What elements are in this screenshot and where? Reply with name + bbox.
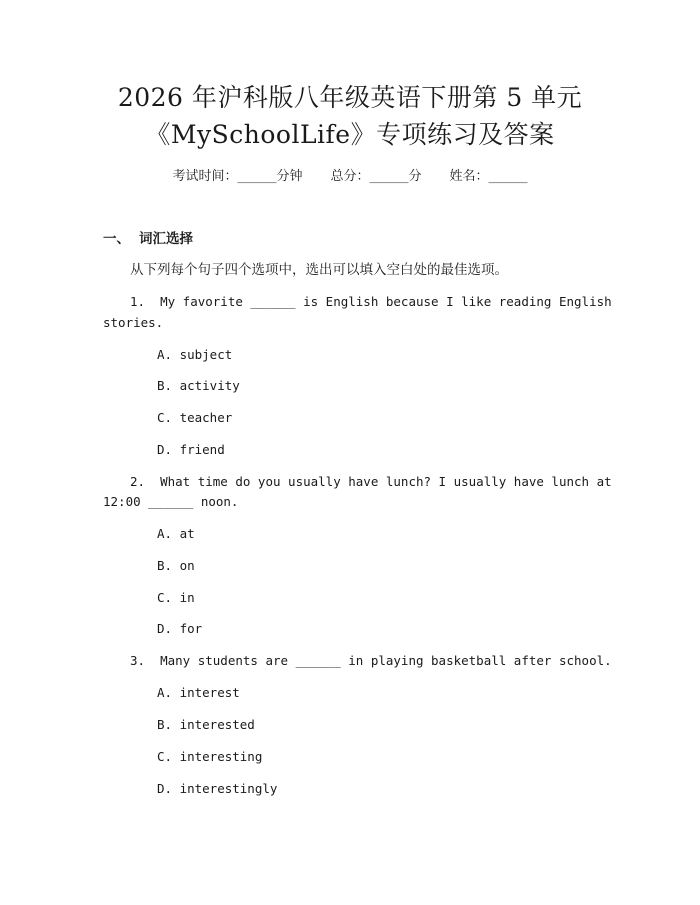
document-title-line-2: 《MySchoolLife》专项练习及答案 — [145, 120, 555, 149]
question-1-option-d: D. friend — [157, 442, 225, 457]
question-3-option-d: D. interestingly — [157, 781, 278, 796]
exam-score-field: 总分：______分 — [330, 169, 422, 184]
exam-info — [0, 167, 700, 187]
question-2-option-a: A. at — [157, 526, 195, 541]
question-1-option-b: B. activity — [157, 378, 240, 393]
document-title-line-1: 2026 年沪科版八年级英语下册第 5 单元 — [117, 83, 583, 112]
question-1-option-c: C. teacher — [157, 410, 233, 425]
exam-time-field: 考试时间：______分钟 — [172, 169, 303, 184]
question-3-text: 3. Many students are ______ in playing basketball after school. — [130, 653, 612, 668]
question-1-text-continued: stories. — [103, 315, 164, 330]
section-title: 词汇选择 — [139, 231, 193, 247]
question-3-option-a: A. interest — [157, 685, 240, 700]
question-3-option-b: B. interested — [157, 717, 255, 732]
section-instruction: 从下列每个句子四个选项中，选出可以填入空白处的最佳选项。 — [130, 262, 508, 278]
question-3-option-c: C. interesting — [157, 749, 263, 764]
question-1-option-a: A. subject — [157, 347, 233, 362]
section-heading — [103, 229, 193, 249]
exam-name-field: 姓名：______ — [449, 169, 528, 184]
question-2-text-continued: 12:00 ______ noon. — [103, 494, 239, 509]
question-2-option-d: D. for — [157, 621, 203, 636]
question-2-option-b: B. on — [157, 558, 195, 573]
section-number: 一、 — [103, 231, 130, 247]
question-2-option-c: C. in — [157, 590, 195, 605]
question-2-text: 2. What time do you usually have lunch? I usually have lunch at — [130, 474, 612, 489]
question-1-text: 1. My favorite ______ is English because I like reading English — [130, 294, 612, 309]
